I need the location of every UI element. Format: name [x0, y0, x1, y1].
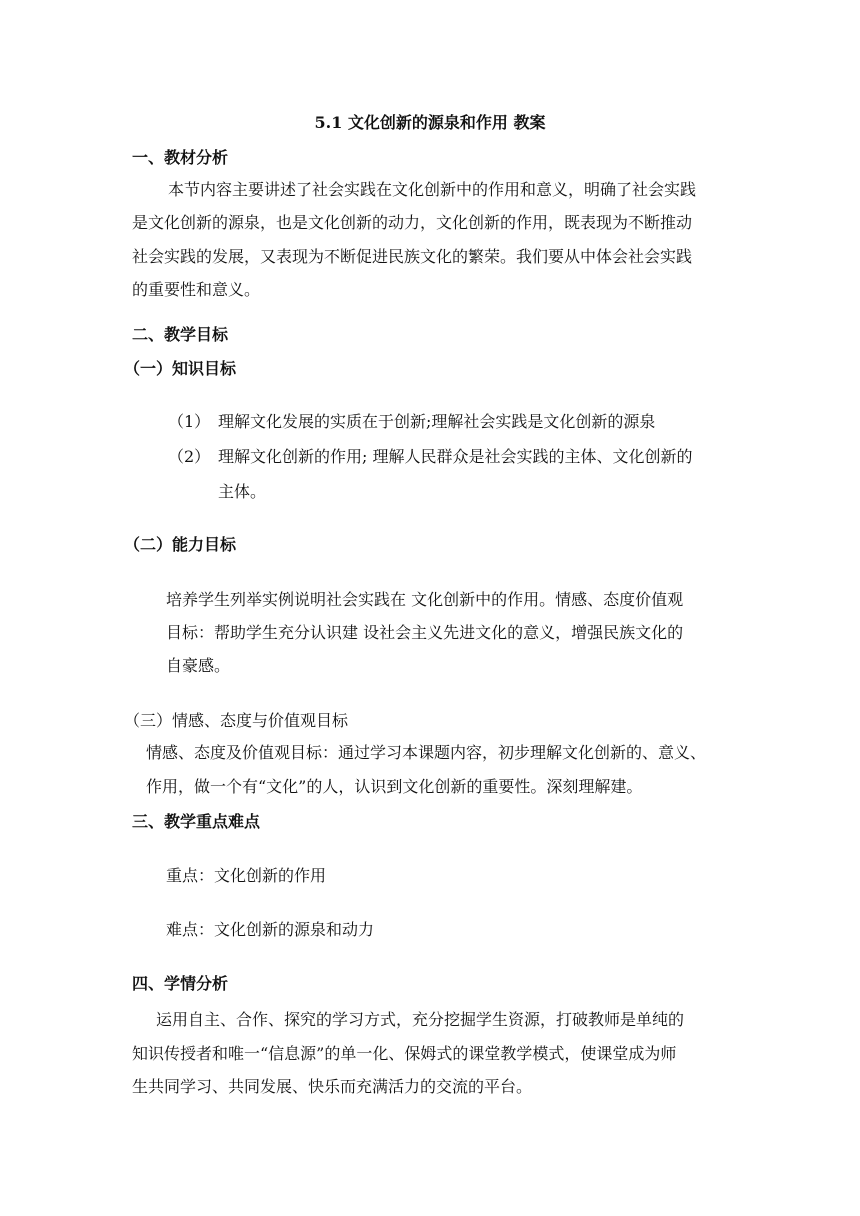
difficulty-text: 难点：文化创新的源泉和动力: [166, 920, 375, 939]
list-item-number: （2）: [168, 447, 211, 466]
paragraph-line: 本节内容主要讲述了社会实践在文化创新中的作用和意义，明确了社会实践: [168, 180, 697, 199]
paragraph-line: 是文化创新的源泉，也是文化创新的动力，文化创新的作用，既表现为不断推动: [132, 213, 693, 232]
document-title: 5.1 文化创新的源泉和作用 教案: [314, 113, 546, 132]
paragraph-line: 运用自主、合作、探究的学习方式，充分挖掘学生资源，打破教师是单纯的: [156, 1010, 685, 1029]
list-item-text: 主体。: [218, 482, 267, 501]
list-item-text: 理解文化发展的实质在于创新;理解社会实践是文化创新的源泉: [218, 412, 656, 431]
paragraph-line: 培养学生列举实例说明社会实践在 文化创新中的作用。情感、态度价值观: [166, 590, 684, 609]
key-point-text: 重点：文化创新的作用: [166, 866, 327, 885]
paragraph-line: 情感、态度及价值观目标：通过学习本课题内容，初步理解文化创新的、意义、: [146, 743, 707, 762]
paragraph-line: 知识传授者和唯一“信息源”的单一化、保姆式的课堂教学模式，使课堂成为师: [132, 1044, 677, 1063]
section-heading-learner-analysis: 四、学情分析: [132, 974, 229, 993]
paragraph-line: 目标：帮助学生充分认识建 设社会主义先进文化的意义，增强民族文化的: [166, 623, 684, 642]
paragraph-line: 社会实践的发展，又表现为不断促进民族文化的繁荣。我们要从中体会社会实践: [132, 247, 693, 266]
subheading-ability-goals: （二）能力目标: [124, 535, 237, 554]
section-heading-textbook-analysis: 一、教材分析: [132, 148, 229, 167]
paragraph-line: 自豪感。: [166, 656, 231, 675]
subheading-emotion-goals: （三）情感、态度与价值观目标: [124, 711, 349, 730]
list-item-number: （1）: [168, 412, 211, 431]
section-heading-key-points: 三、教学重点难点: [132, 812, 261, 831]
paragraph-line: 的重要性和意义。: [132, 280, 261, 299]
subheading-knowledge-goals: （一）知识目标: [124, 359, 237, 378]
section-heading-teaching-goals: 二、教学目标: [132, 325, 229, 344]
list-item-text: 理解文化创新的作用; 理解人民群众是社会实践的主体、文化创新的: [218, 447, 693, 466]
paragraph-line: 生共同学习、共同发展、快乐而充满活力的交流的平台。: [132, 1077, 533, 1096]
paragraph-line: 作用，做一个有“文化”的人，认识到文化创新的重要性。深刻理解建。: [146, 777, 643, 796]
